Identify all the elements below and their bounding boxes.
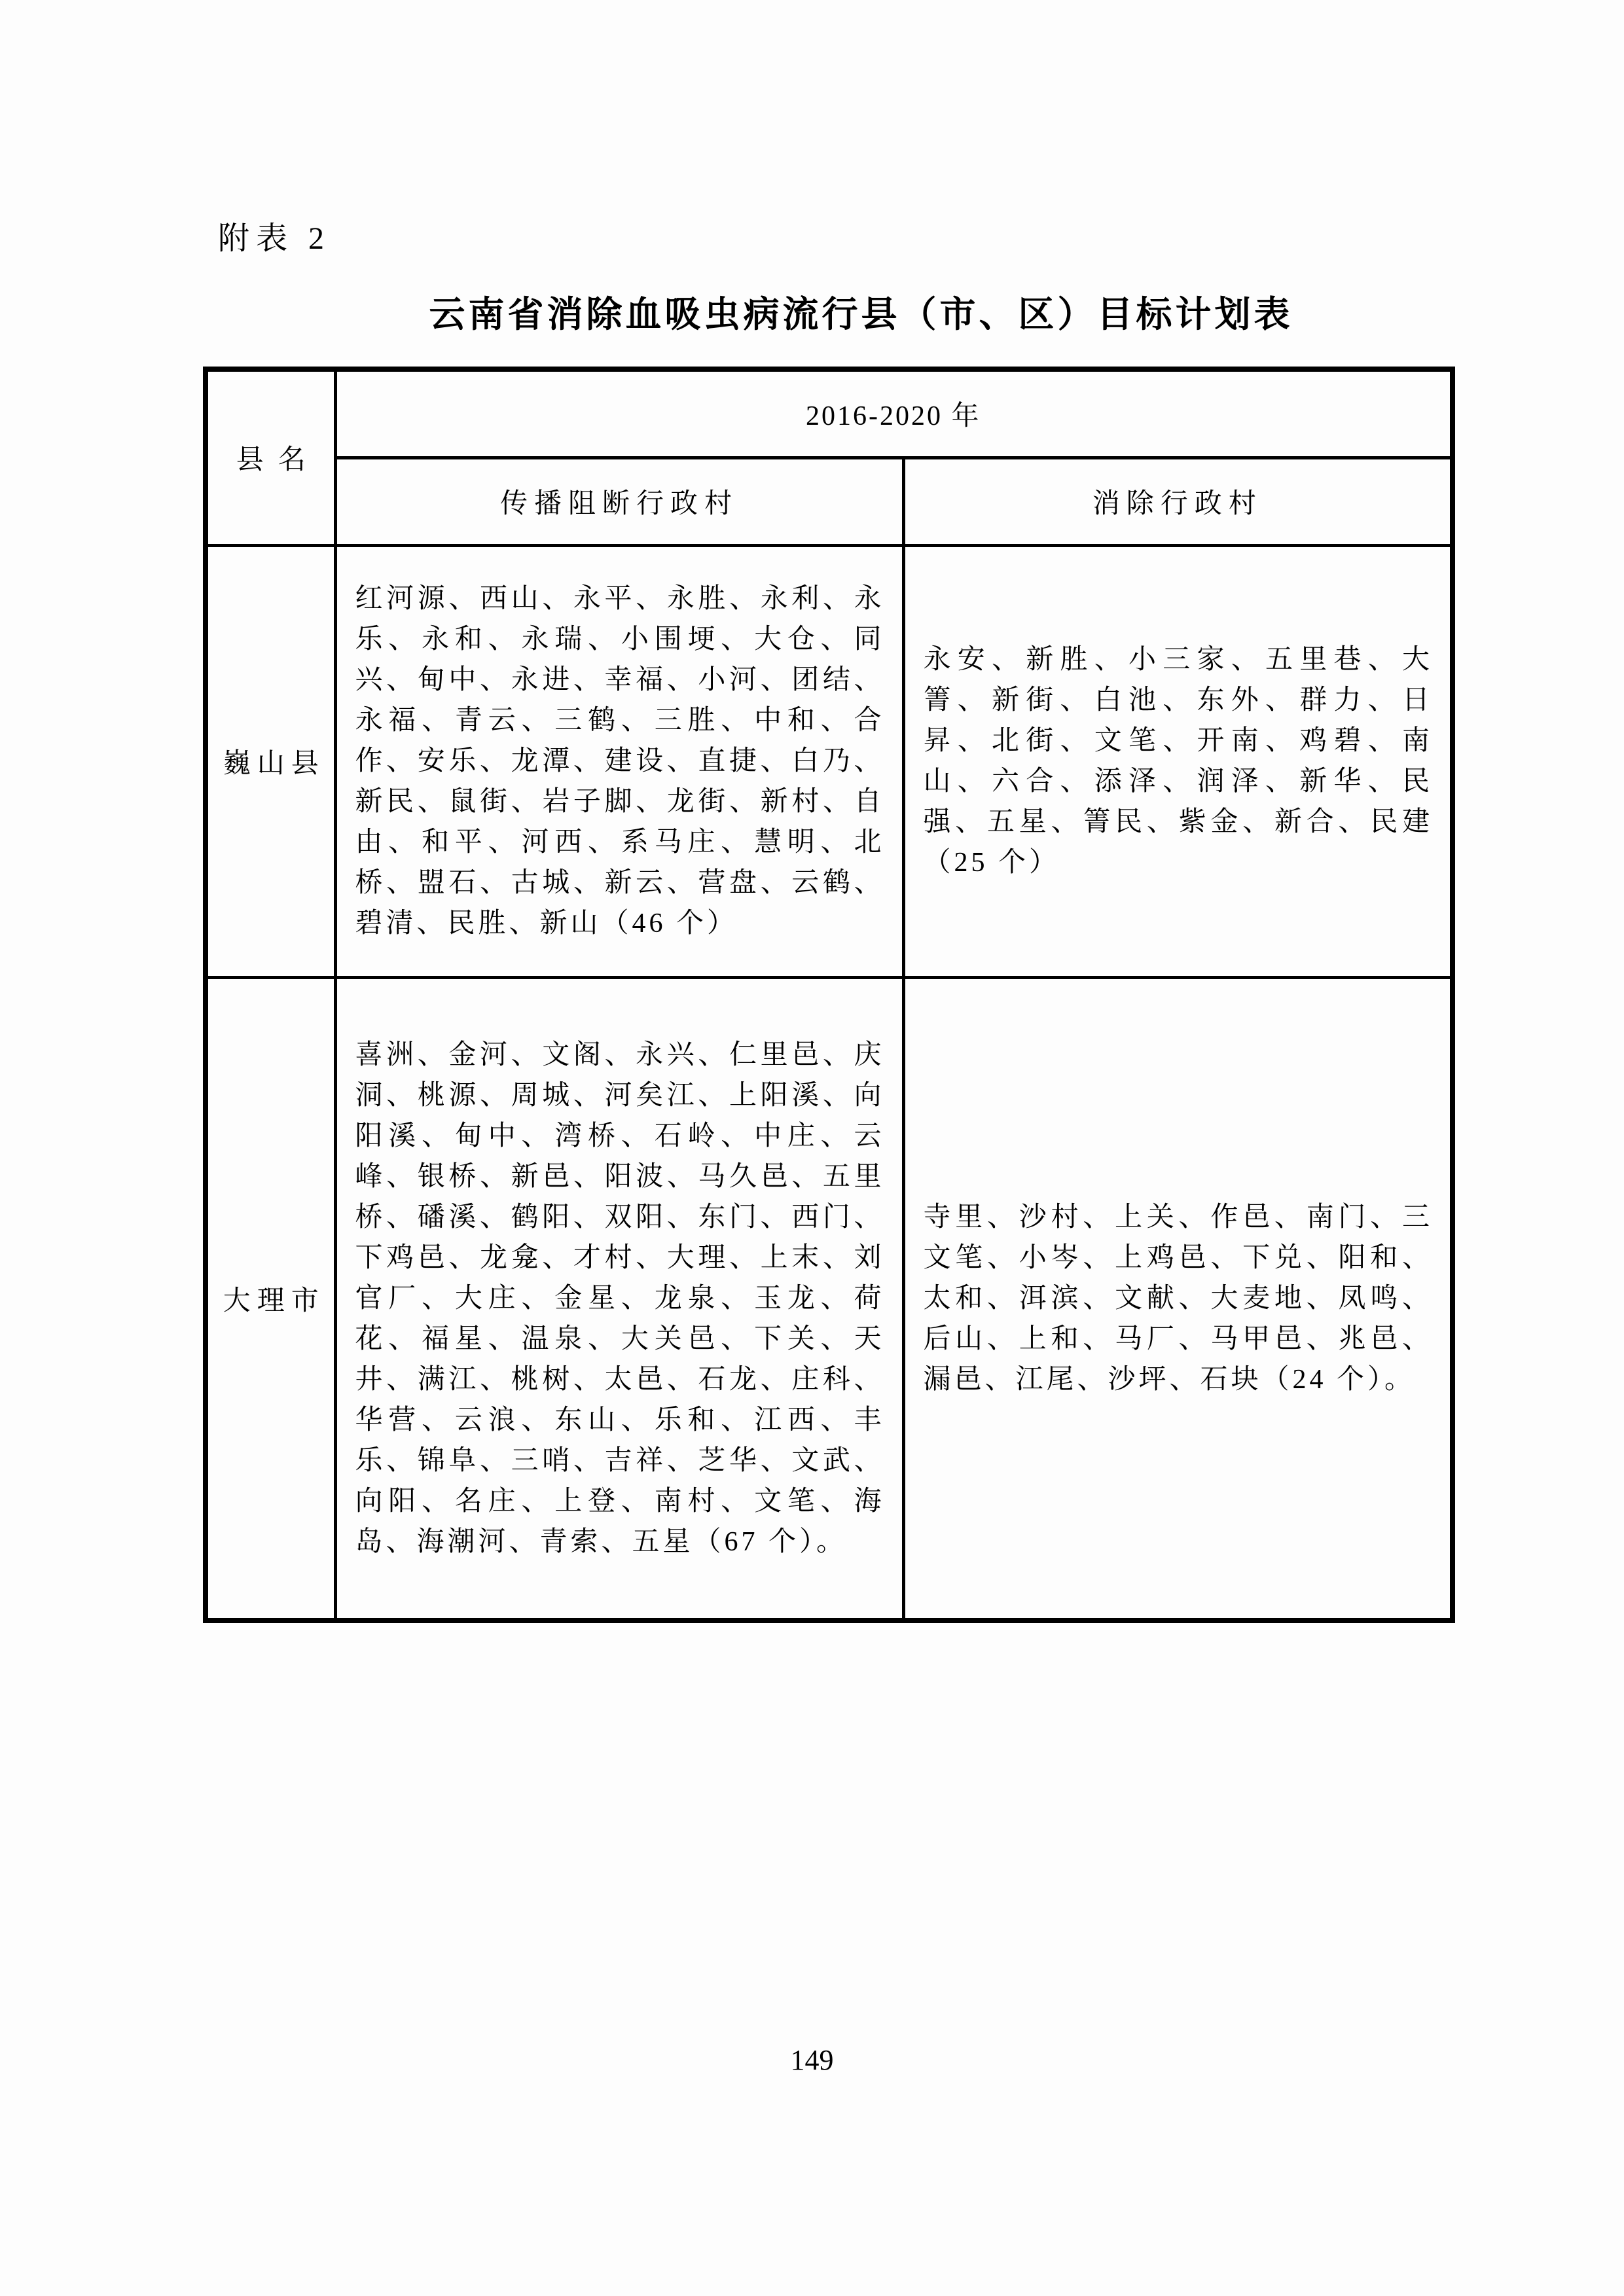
document-title: 云南省消除血吸虫病流行县（市、区）目标计划表 — [429, 294, 1293, 334]
page-number: 149 — [790, 2044, 834, 2076]
elimination-column-header: 消除行政村 — [903, 457, 1453, 545]
county-cell-dali: 大理市 — [206, 977, 335, 1621]
header-row-period — [206, 369, 1453, 457]
transmission-villages-weishan: 红河源、西山、永平、永胜、永利、永乐、永和、永瑞、小围埂、大仓、同兴、甸中、永进、幸福、小河、团结、永福、青云、三鹤、三胜、中和、合作、安乐、龙潭、建设、直捷、白乃、新民、鼠街、岩子脚、龙街、新村、自由、和平、河西、系马庄、慧明、北桥、盟石、古城、新云、营盘、云鹤、碧清、民胜、新山（46 个） — [335, 545, 903, 977]
transmission-column-header: 传播阻断行政村 — [335, 457, 903, 545]
table-row-weishan — [206, 545, 1453, 977]
target-plan-table — [203, 367, 1455, 1623]
table-row-dali — [206, 977, 1453, 1621]
period-header-cell: 2016-2020 年 — [335, 369, 1453, 457]
annex-label: 附表 2 — [218, 221, 331, 256]
header-row-columns — [206, 457, 1453, 545]
elimination-villages-weishan: 永安、新胜、小三家、五里巷、大箐、新街、白池、东外、群力、日昇、北街、文笔、开南、鸡碧、南山、六合、添泽、润泽、新华、民强、五星、箐民、紫金、新合、民建（25 个） — [903, 545, 1453, 977]
county-name-header-cell: 县名 — [206, 369, 335, 545]
transmission-villages-dali: 喜洲、金河、文阁、永兴、仁里邑、庆洞、桃源、周城、河矣江、上阳溪、向阳溪、甸中、湾桥、石岭、中庄、云峰、银桥、新邑、阳波、马久邑、五里桥、磻溪、鹤阳、双阳、东门、西门、下鸡邑、龙龛、才村、大理、上末、刘官厂、大庄、金星、龙泉、玉龙、荷花、福星、温泉、大关邑、下关、天井、满江、桃树、太邑、石龙、庄科、华营、云浪、东山、乐和、江西、丰乐、锦阜、三哨、吉祥、芝华、文武、向阳、名庄、上登、南村、文笔、海岛、海潮河、青索、五星（67 个）。 — [335, 977, 903, 1621]
county-cell-weishan: 巍山县 — [206, 545, 335, 977]
elimination-villages-dali: 寺里、沙村、上关、作邑、南门、三文笔、小岑、上鸡邑、下兑、阳和、太和、洱滨、文献、大麦地、凤鸣、后山、上和、马厂、马甲邑、兆邑、漏邑、江尾、沙坪、石块（24 个）。 — [903, 977, 1453, 1621]
